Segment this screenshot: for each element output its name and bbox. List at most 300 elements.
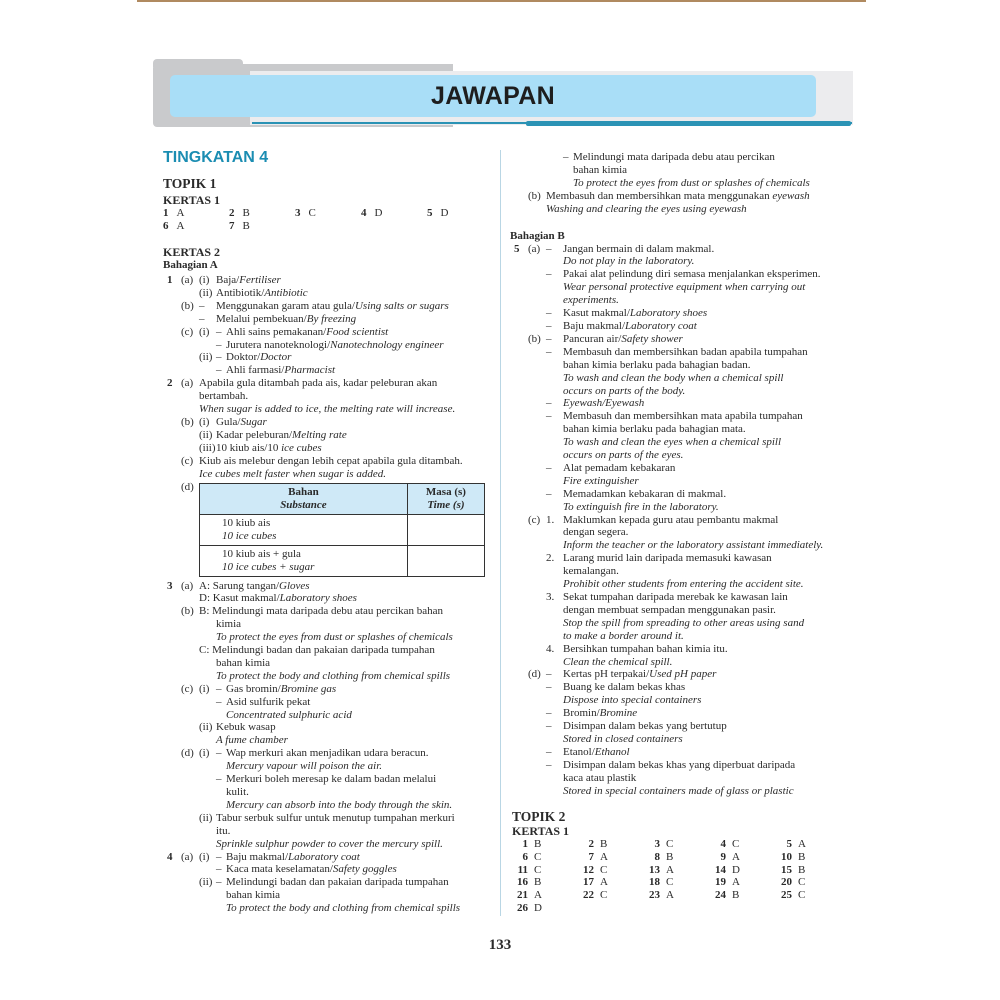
line-label: – <box>546 461 552 474</box>
answer-number: 5 <box>427 207 433 219</box>
line-label <box>510 668 528 681</box>
line-label: 4. <box>546 642 555 655</box>
topik2-kertas1-title: KERTAS 1 <box>512 824 570 838</box>
line-label <box>181 863 199 876</box>
line-text <box>563 307 707 320</box>
line-label <box>510 694 528 707</box>
line-label <box>510 320 528 333</box>
line-label <box>510 462 528 475</box>
answer-letter: B <box>534 876 542 889</box>
line-label <box>163 786 181 799</box>
text-malay: 10 kiub ais/10 <box>216 441 282 454</box>
line-label <box>528 410 546 423</box>
text-english: Laboratory coat <box>288 850 360 863</box>
answer-item <box>776 838 842 851</box>
line-text <box>226 696 310 709</box>
line-text <box>563 475 639 488</box>
line-text <box>563 668 716 681</box>
line-label <box>528 591 546 604</box>
answer-number: 26 <box>517 901 528 914</box>
answer-number: 6 <box>522 850 528 863</box>
line-label <box>528 785 546 798</box>
line-label: 4 <box>167 850 173 863</box>
bahagian-b-answers <box>510 243 840 798</box>
line-label <box>510 281 528 294</box>
answer-line <box>510 151 840 164</box>
text-english: experiments. <box>563 294 619 307</box>
line-label <box>163 734 181 747</box>
line-label <box>181 339 199 352</box>
line-label <box>181 876 199 889</box>
answer-line <box>510 565 840 578</box>
line-label <box>163 799 181 812</box>
answer-line <box>163 799 493 812</box>
line-label: – <box>546 758 552 771</box>
answer-item <box>512 902 578 915</box>
line-label <box>199 670 216 683</box>
text-english: To protect the eyes from dust or splashes of chemicals <box>573 176 810 189</box>
answer-line <box>163 851 493 864</box>
line-label: (b) <box>181 299 194 312</box>
text-malay: Maklumkan kepada guru atau pembantu makmal <box>563 513 779 526</box>
line-text <box>563 746 630 759</box>
line-text <box>563 436 781 449</box>
answer-line <box>510 449 840 462</box>
answer-line <box>510 591 840 604</box>
line-label <box>510 359 528 372</box>
cell-time <box>407 514 484 545</box>
answer-item <box>578 889 644 902</box>
answer-line <box>163 300 493 313</box>
answer-letter: B <box>242 219 250 232</box>
line-label <box>528 643 546 656</box>
line-label <box>163 889 181 902</box>
answer-line <box>163 455 493 468</box>
table-header <box>200 483 408 514</box>
answer-line <box>163 351 493 364</box>
answer-letter: B <box>600 838 608 850</box>
line-label <box>546 449 563 462</box>
line-label: (ii) <box>199 428 213 441</box>
top-rule <box>137 0 866 2</box>
line-text <box>226 747 429 760</box>
line-label <box>528 372 546 385</box>
text-malay: bahan kimia <box>216 656 271 669</box>
text-english: Eyewash/Eyewash <box>563 397 645 410</box>
line-label <box>510 203 528 216</box>
answer-line <box>163 605 493 618</box>
line-text <box>226 773 436 786</box>
line-label <box>510 346 528 359</box>
text-malay: Baju makmal/ <box>563 319 626 332</box>
banner-title-box <box>170 75 816 117</box>
line-label: (b) <box>528 332 541 345</box>
column-divider <box>500 150 501 916</box>
answer-number: 8 <box>654 850 660 863</box>
text-malay: Memadamkan kebakaran di makmal. <box>563 487 727 500</box>
answer-line <box>163 773 493 786</box>
text-malay: Ahli sains pemakanan/ <box>226 325 327 338</box>
answer-line <box>510 526 840 539</box>
line-label <box>163 592 181 605</box>
line-label <box>528 346 546 359</box>
line-label <box>528 203 546 216</box>
line-label <box>528 255 546 268</box>
cell-substance <box>200 545 408 576</box>
line-label <box>199 863 216 876</box>
text-english: When sugar is added to ice, the melting rate will increase. <box>199 403 456 416</box>
answer-number: 23 <box>649 889 660 902</box>
answer-letter: C <box>308 207 316 219</box>
line-label: – <box>546 745 552 758</box>
line-label <box>510 772 528 785</box>
line-label: (i) <box>199 682 210 695</box>
line-label <box>181 351 199 364</box>
answer-line <box>510 255 840 268</box>
line-label <box>199 709 216 722</box>
answer-line <box>510 643 840 656</box>
answer-item <box>776 889 842 902</box>
text-english: Wear personal protective equipment when carrying out <box>563 281 806 294</box>
answer-letter: A <box>666 889 674 902</box>
cell-en: 10 ice cubes <box>222 529 277 542</box>
answer-line <box>510 720 840 733</box>
line-text <box>199 468 386 481</box>
line-label <box>510 294 528 307</box>
line-text <box>563 643 728 656</box>
line-label <box>181 812 199 825</box>
line-text <box>546 203 747 216</box>
line-text <box>563 397 644 410</box>
cell-en: 10 ice cubes + sugar <box>222 560 315 573</box>
line-label <box>163 326 181 339</box>
line-label <box>528 578 546 591</box>
text-malay: C: Melindungi badan dan pakaian daripada tumpahan <box>199 644 435 657</box>
answer-line <box>163 481 493 580</box>
line-label <box>163 670 181 683</box>
line-label: – <box>216 351 222 364</box>
line-label <box>546 694 563 707</box>
line-label <box>510 643 528 656</box>
line-label: (i) <box>199 850 210 863</box>
line-label <box>216 902 226 915</box>
answer-line <box>510 190 840 203</box>
answer-number: 7 <box>588 850 594 863</box>
text-english: Safety goggles <box>332 863 397 876</box>
line-label: (ii) <box>199 286 213 299</box>
answer-item <box>512 838 578 851</box>
answer-letter: A <box>176 207 185 219</box>
line-label: 3. <box>546 591 555 603</box>
line-label <box>181 592 199 605</box>
answer-line <box>163 339 493 352</box>
answer-number: 15 <box>781 863 792 876</box>
line-label <box>510 397 528 410</box>
answer-line <box>510 243 840 256</box>
text-english: Doctor <box>260 351 292 364</box>
answer-item <box>644 876 710 889</box>
line-text <box>563 346 808 359</box>
answer-line <box>510 294 840 307</box>
line-text <box>216 429 347 442</box>
text-english: Laboratory coat <box>625 319 697 332</box>
line-text <box>226 786 249 799</box>
answer-number: 11 <box>517 863 528 876</box>
line-label <box>181 734 199 747</box>
line-label <box>528 707 546 720</box>
line-text <box>216 838 443 851</box>
line-label <box>181 838 199 851</box>
line-label <box>181 889 199 902</box>
text-malay: B: Melindungi mata daripada debu atau percikan bahan <box>199 605 444 618</box>
text-english: Nanotechnology engineer <box>330 338 444 351</box>
answer-line <box>510 733 840 746</box>
line-label <box>546 164 563 177</box>
text-malay: kaca atau plastik <box>563 771 637 784</box>
line-text <box>216 618 241 631</box>
line-label <box>510 514 528 527</box>
text-malay: dengan segera. <box>563 526 629 539</box>
text-malay: Gas bromin/ <box>226 682 281 695</box>
line-label <box>163 364 181 377</box>
line-label: 1. <box>546 513 555 526</box>
line-label: – <box>546 307 552 320</box>
text-malay: Buang ke dalam bekas khas <box>563 681 686 694</box>
text-malay: Kasut makmal/ <box>563 307 630 320</box>
line-label <box>510 759 528 772</box>
line-label <box>546 617 563 630</box>
answer-line <box>163 618 493 631</box>
cell-substance <box>200 514 408 545</box>
text-malay: Alat pemadam kebakaran <box>563 461 676 474</box>
answer-line <box>163 863 493 876</box>
line-text <box>563 720 727 733</box>
line-label <box>528 733 546 746</box>
banner-rule-thick <box>526 121 851 126</box>
cell-ms: 10 kiub ais <box>222 517 271 529</box>
text-malay: Kebuk wasap <box>216 721 276 734</box>
line-text <box>563 604 776 617</box>
text-english: To protect the body and clothing from chemical spills <box>216 669 451 682</box>
line-label <box>216 786 226 799</box>
line-label: – <box>199 312 205 325</box>
answer-line <box>163 747 493 760</box>
text-malay: bahan kimia <box>226 889 281 902</box>
answer-number: 13 <box>649 863 660 876</box>
line-label: – <box>546 487 552 500</box>
answer-letter: A <box>798 838 806 850</box>
answer-line <box>510 514 840 527</box>
line-label <box>528 759 546 772</box>
answer-item <box>644 851 710 864</box>
line-label: (ii) <box>199 351 213 364</box>
line-label <box>181 313 199 326</box>
text-malay: Menggunakan garam atau gula/ <box>216 299 355 312</box>
line-text <box>226 709 352 722</box>
answer-item <box>578 876 644 889</box>
line-label <box>528 501 546 514</box>
line-label: – <box>546 268 552 281</box>
line-label: (c) <box>528 513 541 526</box>
line-label <box>528 359 546 372</box>
text-english: Gloves <box>279 579 310 592</box>
text-malay: Membasuh dan membersihkan mata menggunakan <box>546 189 773 202</box>
line-label <box>510 604 528 617</box>
line-label: (c) <box>181 454 194 467</box>
line-label <box>510 449 528 462</box>
line-label <box>199 838 216 851</box>
line-label <box>528 604 546 617</box>
line-label <box>510 177 528 190</box>
line-label <box>546 177 563 190</box>
text-malay: Kiub ais melebur dengan lebih cepat apabila gula ditambah. <box>199 454 463 467</box>
line-label <box>528 656 546 669</box>
line-label <box>199 631 216 644</box>
answer-letter: A <box>732 876 740 889</box>
line-label <box>163 812 181 825</box>
line-label <box>199 799 216 812</box>
topik1-kertas1-title: KERTAS 1 <box>163 193 221 207</box>
line-label <box>181 644 199 657</box>
line-text <box>573 177 810 190</box>
right-column <box>510 151 840 798</box>
line-text <box>216 631 453 644</box>
line-label: (ii) <box>199 876 213 889</box>
text-malay: Tabur serbuk sulfur untuk menutup tumpahan merkuri <box>216 811 455 824</box>
answer-line <box>510 475 840 488</box>
line-label <box>181 468 199 481</box>
line-text <box>563 294 619 307</box>
line-label <box>510 255 528 268</box>
line-label: – <box>546 707 552 720</box>
answer-line <box>510 385 840 398</box>
line-text <box>563 255 694 268</box>
answer-line <box>510 436 840 449</box>
line-label <box>510 436 528 449</box>
line-label <box>546 151 563 164</box>
line-label <box>216 799 226 812</box>
answer-line <box>510 462 840 475</box>
text-english: Stored in closed containers <box>563 732 683 745</box>
answer-number: 1 <box>163 207 169 219</box>
line-label: (b) <box>181 605 194 618</box>
line-text <box>563 617 804 630</box>
answer-line <box>163 416 493 429</box>
text-english: ice cubes <box>281 441 322 454</box>
line-label <box>216 709 226 722</box>
line-label <box>528 151 546 164</box>
line-label: (a) <box>181 850 194 863</box>
line-label: – <box>546 397 552 410</box>
answer-line <box>163 274 493 287</box>
text-malay: Baju makmal/ <box>226 850 289 863</box>
line-label <box>528 307 546 320</box>
text-english: Stop the spill from spreading to other areas using sand <box>563 616 805 629</box>
answer-line <box>510 397 840 410</box>
text-english: Clean the chemical spill. <box>563 655 673 668</box>
answer-number: 16 <box>517 876 528 889</box>
answer-line <box>163 657 493 670</box>
topik2 <box>512 809 842 915</box>
answer-line <box>510 759 840 772</box>
line-label <box>546 475 563 488</box>
answer-letter: A <box>600 850 608 863</box>
answer-number: 2 <box>229 207 235 219</box>
line-label <box>163 390 181 403</box>
line-text <box>199 403 455 416</box>
topik1-title: TOPIK 1 <box>163 176 217 191</box>
line-text <box>216 812 455 825</box>
text-english: Sugar <box>240 415 267 428</box>
line-text <box>199 605 443 618</box>
line-label <box>510 410 528 423</box>
text-malay: Wap merkuri akan menjadikan udara beracun. <box>226 747 429 760</box>
line-label: – <box>216 325 222 338</box>
left-answers <box>163 274 493 915</box>
table-row <box>200 514 485 545</box>
line-text <box>216 721 276 734</box>
line-label <box>510 333 528 346</box>
line-label <box>163 721 181 734</box>
line-text <box>216 313 356 326</box>
answer-line <box>510 203 840 216</box>
line-label <box>199 825 216 838</box>
text-malay: Disimpan dalam bekas yang bertutup <box>563 720 727 733</box>
line-label <box>546 772 563 785</box>
text-malay: Baja/ <box>216 274 240 286</box>
bahagian-a-title: Bahagian A <box>163 258 218 271</box>
answer-line <box>163 442 493 455</box>
line-label <box>181 364 199 377</box>
text-english: To protect the body and clothing from chemical spills <box>226 902 461 915</box>
text-english: Antibiotic <box>264 286 308 299</box>
line-label <box>546 281 563 294</box>
line-label <box>510 164 528 177</box>
answer-number: 19 <box>715 876 726 889</box>
line-label <box>510 617 528 630</box>
text-malay: Antibiotik/ <box>216 286 265 299</box>
answer-letter: B <box>534 838 542 850</box>
answer-line <box>163 670 493 683</box>
line-label <box>546 656 563 669</box>
answer-letter: C <box>534 863 542 876</box>
answer-item <box>776 864 842 877</box>
line-label <box>510 151 528 164</box>
answer-line <box>163 812 493 825</box>
text-malay: Membasuh dan membersihkan badan apabila tumpahan <box>563 345 808 358</box>
text-english: Bromine gas <box>280 682 337 695</box>
text-malay: Pancuran air/ <box>563 332 622 345</box>
answer-number: 18 <box>649 876 660 889</box>
answer-line <box>510 552 840 565</box>
line-text <box>226 876 449 889</box>
line-text <box>216 825 230 838</box>
answer-letter: A <box>600 876 608 889</box>
line-label <box>163 657 181 670</box>
line-label: (ii) <box>199 811 213 824</box>
line-label: 3 <box>167 579 173 592</box>
line-label <box>528 617 546 630</box>
line-label <box>181 390 199 403</box>
line-text <box>563 333 683 346</box>
line-label <box>163 442 181 455</box>
answer-number: 7 <box>229 219 235 232</box>
line-label <box>528 268 546 281</box>
line-label <box>528 772 546 785</box>
cell-ms: 10 kiub ais + gula <box>222 548 301 560</box>
line-label <box>163 825 181 838</box>
answer-item <box>229 207 295 220</box>
